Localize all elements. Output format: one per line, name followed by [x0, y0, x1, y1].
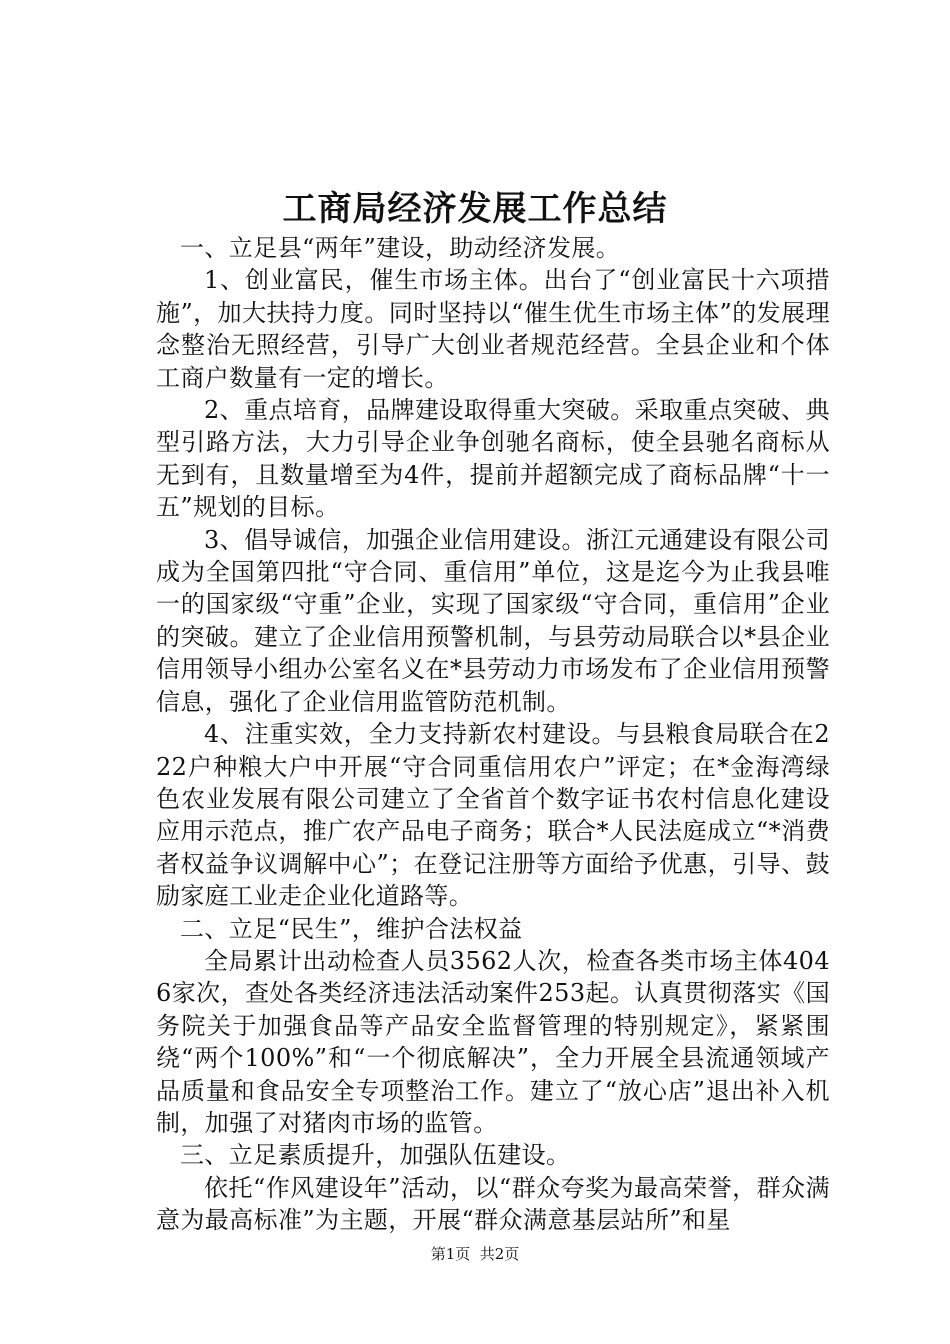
section-heading-1: 一、立足县“两年”建设，助动经济发展。	[180, 234, 621, 262]
paragraph-2-1: 全局累计出动检查人员3562人次，检查各类市场主体4046家次，查处各类经济违法活动案件253起。认真贯彻落实《国务院关于加强食品等产品安全监督管理的特别规定》，紧紧围绕“两个100%”和“一个彻底解决”，全力开展全县流通领域产品质量和食品安全专项整治工作。建立了“放心店”退出补入机制，加强了对猪肉市场的监管。	[156, 946, 830, 1137]
paragraph-1-4: 4、注重实效，全力支持新农村建设。与县粮食局联合在222户种粮大户中开展“守合同重信用农户”评定；在*金海湾绿色农业发展有限公司建立了全省首个数字证书农村信息化建设应用示范点，推广农产品电子商务；联合*人民法庭成立“*消费者权益争议调解中心”；在登记注册等方面给予优惠，引导、鼓励家庭工业走企业化道路等。	[156, 720, 830, 911]
paragraph-3-1: 依托“作风建设年”活动，以“群众夸奖为最高荣誉，群众满意为最高标准”为主题，开展“群众满意基层站所”和星	[156, 1173, 830, 1235]
document-title: 工商局经济发展工作总结	[282, 189, 668, 229]
paragraph-1-2: 2、重点培育，品牌建设取得重大突破。采取重点突破、典型引路方法，大力引导企业争创驰名商标，使全县驰名商标从无到有，且数量增至为4件，提前并超额完成了商标品牌“十一五”规划的目标。	[156, 396, 830, 522]
page-footer	[0, 1244, 950, 1264]
document-body	[156, 232, 830, 1237]
page-number: 第1页 共2页	[430, 1245, 520, 1263]
paragraph-1-3: 3、倡导诚信，加强企业信用建设。浙江元通建设有限公司成为全国第四批“守合同、重信用”单位，这是迄今为止我县唯一的国家级“守重”企业，实现了国家级“守合同，重信用”企业的突破。建立了企业信用预警机制，与县劳动局联合以*县企业信用领导小组办公室名义在*县劳动力市场发布了企业信用预警信息，强化了企业信用监管防范机制。	[156, 525, 830, 716]
section-heading-3: 三、立足素质提升，加强队伍建设。	[180, 1141, 571, 1170]
section-heading-2: 二、立足“民生”，维护合法权益	[180, 914, 523, 943]
paragraph-1-1: 1、创业富民，催生市场主体。出台了“创业富民十六项措施”，加大扶持力度。同时坚持以“催生优生市场主体”的发展理念整治无照经营，引导广大创业者规范经营。全县企业和个体工商户数量有一定的增长。	[156, 266, 830, 392]
